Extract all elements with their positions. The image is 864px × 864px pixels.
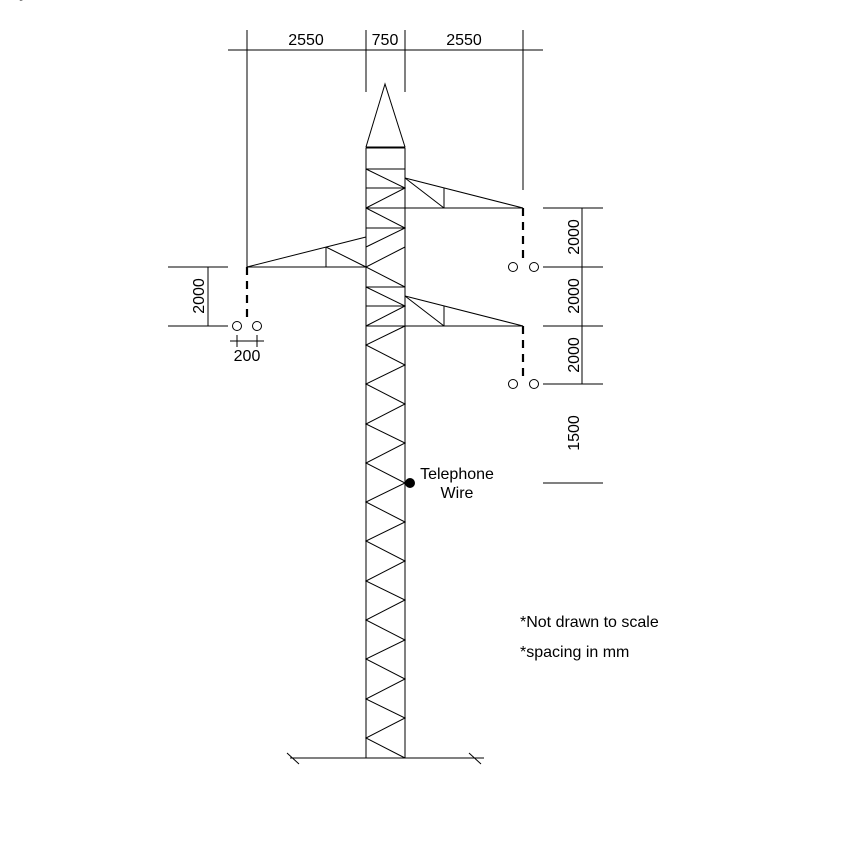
dim-right-2: 2000 [566, 278, 583, 314]
left-dimension [168, 267, 264, 365]
telephone-label-line1: Telephone [420, 466, 494, 483]
insulators [233, 208, 539, 389]
dim-right-1: 2000 [566, 219, 583, 255]
dim-right-3: 2000 [566, 337, 583, 373]
dim-left-spacing: 200 [233, 348, 261, 365]
note-spacing-unit: *spacing in mm [520, 644, 630, 661]
note-not-to-scale: *Not drawn to scale [520, 614, 659, 631]
telephone-wire [405, 466, 494, 502]
dim-left-vertical: 2000 [191, 278, 208, 314]
header-title-fragment [2, 0, 159, 1]
tower-body [247, 84, 523, 764]
telephone-label-line2: Wire [440, 485, 474, 502]
dim-right-4: 1500 [566, 415, 583, 451]
dim-top-left: 2550 [288, 32, 324, 49]
right-dimension [543, 208, 603, 483]
dim-top-mid: 750 [371, 32, 399, 49]
top-dimension [228, 30, 543, 268]
telephone-wire-point [405, 478, 415, 488]
dim-top-right: 2550 [446, 32, 482, 49]
notes [520, 614, 659, 661]
